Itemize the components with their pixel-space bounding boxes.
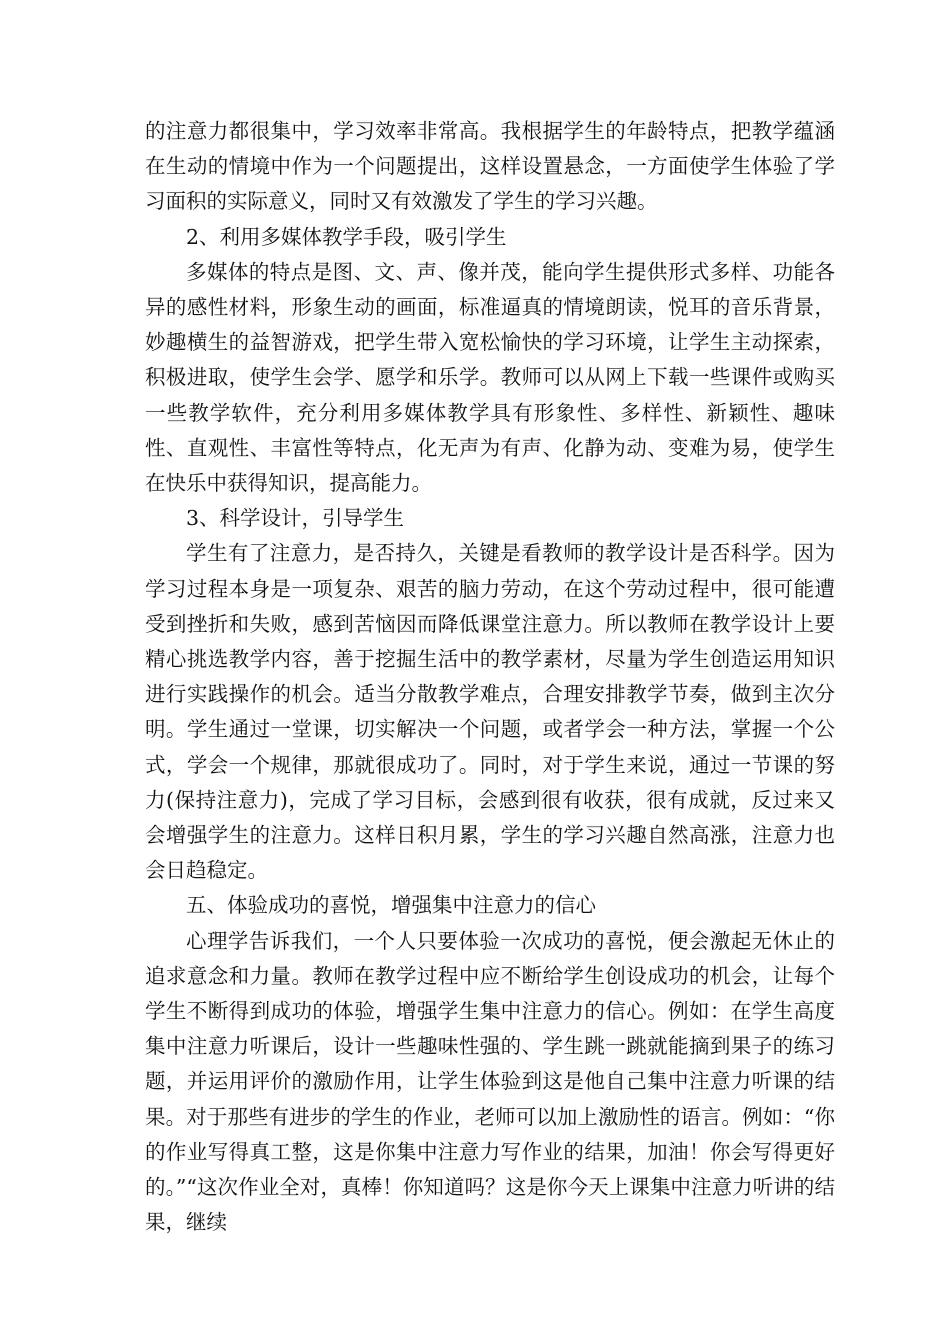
section-heading-multimedia: 2、利用多媒体教学手段，吸引学生: [186, 224, 507, 249]
section-heading-success: 五、体验成功的喜悦，增强集中注意力的信心: [186, 893, 596, 918]
body-paragraph-multimedia: 多媒体的特点是图、文、声、像并茂，能向学生提供形式多样、功能各异的感性材料，形象生动的画面，标准逼真的情境朗读，悦耳的音乐背景，妙趣横生的益智游戏，把学生带入宽松愉快的学习环境，让学生主动探索，积极进取，使学生会学、愿学和乐学。教师可以从网上下载一些课件或购买一些教学软件，充分利用多媒体教学具有形象性、多样性、新颖性、趣味性、直观性、丰富性等特点，化无声为有声、化静为动、变难为易，使学生在快乐中获得知识，提高能力。: [145, 259, 835, 496]
document-body: [145, 114, 835, 1241]
section-heading-design: 3、科学设计，引导学生: [186, 506, 405, 531]
body-paragraph-design: 学生有了注意力，是否持久，关键是看教师的教学设计是否科学。因为学习过程本身是一项复杂、艰苦的脑力劳动，在这个劳动过程中，很可能遭受到挫折和失败，感到苦恼因而降低课堂注意力。所以教师在教学设计上要精心挑选教学内容，善于挖掘生活中的教学素材，尽量为学生创造运用知识进行实践操作的机会。适当分散教学难点，合理安排教学节奏，做到主次分明。学生通过一堂课，切实解决一个问题，或者学会一种方法，掌握一个公式，学会一个规律，那就很成功了。同时，对于学生来说，通过一节课的努力(保持注意力)，完成了学习目标，会感到很有收获，很有成就，反过来又会增强学生的注意力。这样日积月累，学生的学习兴趣自然高涨，注意力也会日趋稳定。: [145, 541, 835, 883]
body-paragraph-success: 心理学告诉我们，一个人只要体验一次成功的喜悦，便会激起无休止的追求意念和力量。教师在教学过程中应不断给学生创设成功的机会，让每个学生不断得到成功的体验，增强学生集中注意力的信心。例如：在学生高度集中注意力听课后，设计一些趣味性强的、学生跳一跳就能摘到果子的练习题，并运用评价的激励作用，让学生体验到这是他自己集中注意力听课的结果。对于那些有进步的学生的作业，老师可以加上激励性的语言。例如：“你的作业写得真工整，这是你集中注意力写作业的结果，加油！你会写得更好的。”“这次作业全对，真棒！你知道吗？这是你今天上课集中注意力听讲的结果，继续: [145, 928, 835, 1235]
body-paragraph-continued: 的注意力都很集中，学习效率非常高。我根据学生的年龄特点，把教学蕴涵在生动的情境中作为一个问题提出，这样设置悬念，一方面使学生体验了学习面积的实际意义，同时又有效激发了学生的学习兴趣。: [145, 119, 835, 214]
